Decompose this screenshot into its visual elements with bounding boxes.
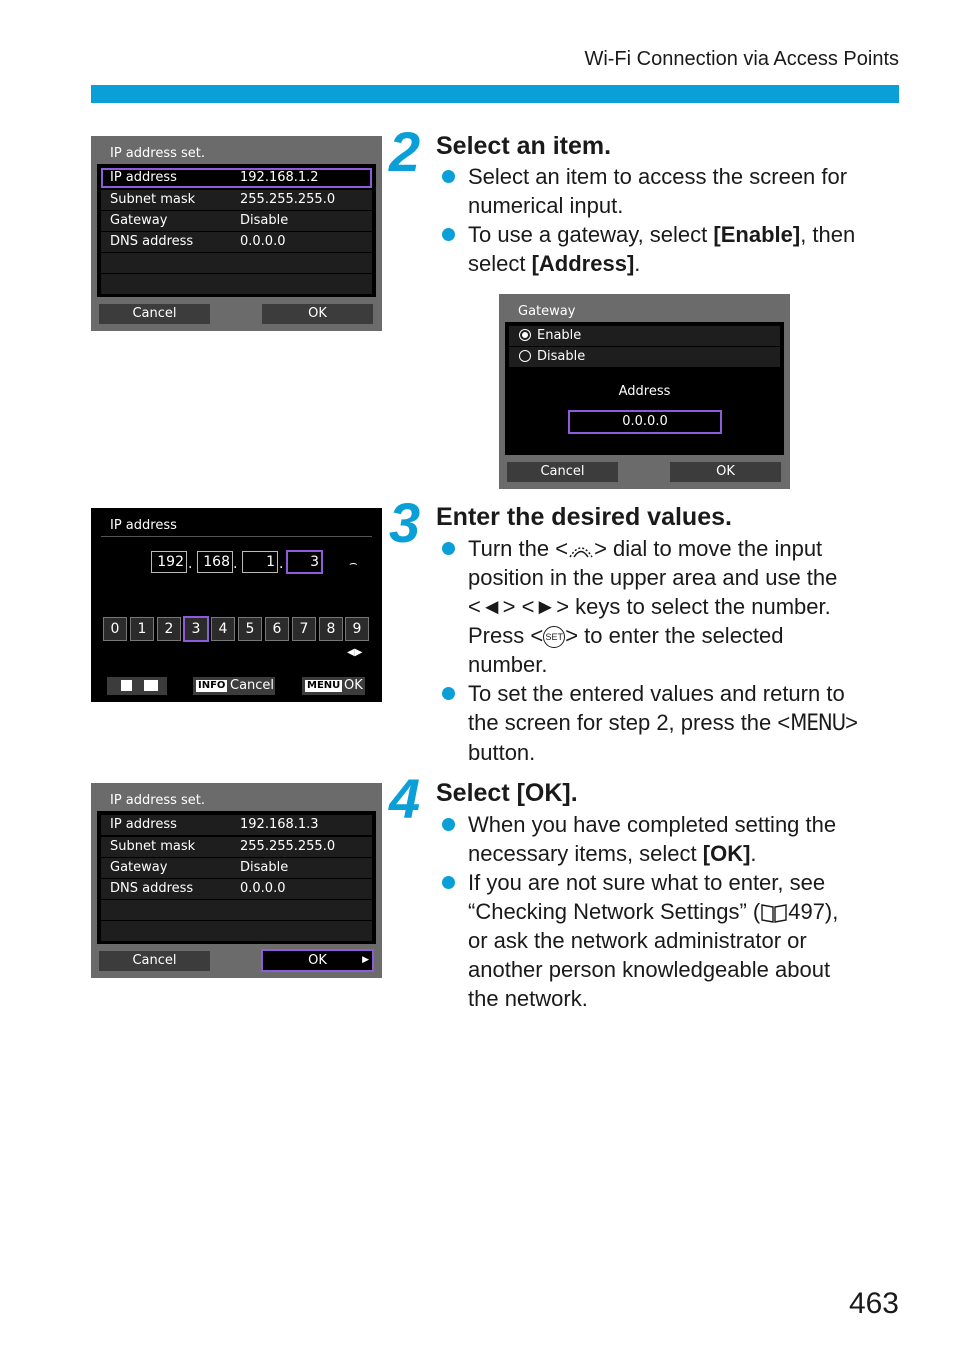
text-run: Turn the <	[468, 536, 569, 561]
bold-term: [Address]	[531, 251, 635, 276]
digit-key[interactable]: 1	[130, 617, 154, 641]
row-ip-address[interactable]	[101, 168, 372, 188]
set-button-icon: SET	[543, 626, 565, 648]
option-label: Enable	[537, 328, 582, 343]
bold-term: [OK]	[702, 841, 751, 866]
bullet-line: <◄> <►> keys to select the number.	[468, 594, 831, 619]
gateway-panel	[505, 322, 784, 455]
bullet-line: numerical input.	[468, 193, 624, 218]
row-label: Gateway	[110, 860, 168, 875]
text-run: 497),	[788, 899, 839, 924]
option-enable[interactable]	[509, 326, 780, 346]
address-field[interactable]: 0.0.0.0	[568, 410, 722, 434]
dial-icon: ⌢	[349, 556, 358, 571]
row-value: 255.255.255.0	[240, 839, 336, 854]
row-empty	[101, 253, 372, 273]
octet-3[interactable]: 1	[242, 551, 278, 573]
option-disable[interactable]	[509, 347, 780, 367]
book-icon	[760, 902, 788, 924]
row-gateway[interactable]	[101, 211, 372, 231]
row-gateway[interactable]	[101, 858, 372, 878]
octet-4[interactable]: 3	[286, 550, 323, 574]
radio-selected-icon	[519, 329, 531, 341]
text-run: Press <	[468, 623, 544, 648]
ip-settings-screen-final	[91, 783, 382, 978]
row-empty	[101, 921, 372, 941]
bullet-line: or ask the network administrator or	[468, 928, 807, 953]
octet-2[interactable]: 168	[197, 551, 233, 573]
digit-key[interactable]: 0	[103, 617, 127, 641]
menu-ok-button[interactable]	[302, 677, 365, 695]
octet-separator: .	[188, 556, 193, 572]
row-value: Disable	[240, 860, 289, 875]
screen-title: IP address set.	[110, 793, 206, 808]
step-number: 3	[389, 491, 421, 554]
ok-button[interactable]: OK	[670, 462, 781, 482]
step-title: Select an item.	[436, 132, 612, 160]
menu-button-glyph: MENU	[790, 711, 846, 736]
octet-1[interactable]: 192	[151, 551, 187, 573]
page-number: 463	[848, 1287, 899, 1320]
menu-badge: MENU	[307, 680, 341, 691]
row-ip-address[interactable]	[101, 815, 372, 835]
row-label: Subnet mask	[110, 192, 196, 207]
title-divider	[101, 536, 372, 537]
screen-title: IP address	[110, 518, 177, 533]
radio-empty-icon	[519, 350, 531, 362]
bullet-line: number.	[468, 652, 548, 677]
ok-label: OK	[344, 678, 363, 693]
step-number: 2	[389, 120, 421, 183]
settings-list	[97, 164, 376, 297]
text-run: select	[468, 251, 532, 276]
bullet-item	[436, 534, 837, 679]
backspace-icon	[144, 680, 158, 691]
row-label: Subnet mask	[110, 839, 196, 854]
text-run: >	[845, 710, 858, 735]
text-run: .	[634, 251, 641, 276]
row-label: DNS address	[110, 234, 194, 249]
bullet-item	[436, 679, 858, 767]
trash-icon	[121, 680, 132, 691]
digit-key[interactable]: 2	[157, 617, 181, 641]
digit-key[interactable]: 5	[238, 617, 262, 641]
bullet-line: the network.	[468, 986, 588, 1011]
bullet-line: position in the upper area and use the	[468, 565, 838, 590]
octet-separator: .	[233, 556, 238, 572]
cancel-button[interactable]: Cancel	[507, 462, 618, 482]
bullet-line: If you are not sure what to enter, see	[468, 870, 826, 895]
step-number: 4	[389, 767, 421, 830]
option-label: Disable	[537, 349, 586, 364]
ip-settings-screen	[91, 136, 382, 331]
row-label: IP address	[110, 817, 177, 832]
step-title: Select [OK].	[436, 779, 578, 807]
info-cancel-button[interactable]	[193, 677, 275, 695]
row-label: IP address	[110, 170, 177, 185]
cancel-button[interactable]: Cancel	[99, 951, 210, 971]
text-run: .	[750, 841, 757, 866]
ok-label: OK	[308, 953, 327, 968]
bullet-line: Select an item to access the screen for	[468, 164, 848, 189]
row-value: 0.0.0.0	[240, 234, 286, 249]
bullet-line: When you have completed setting the	[468, 812, 837, 837]
digit-key[interactable]: 7	[292, 617, 316, 641]
digit-key[interactable]: 4	[211, 617, 235, 641]
digit-key[interactable]: 6	[265, 617, 289, 641]
text-run: > to enter the selected	[565, 623, 784, 648]
row-empty	[101, 900, 372, 920]
screen-title: Gateway	[518, 304, 576, 319]
bold-term: [Enable]	[713, 222, 801, 247]
row-value: 255.255.255.0	[240, 192, 336, 207]
bullet-item	[436, 220, 855, 278]
text-run: > dial to move the input	[594, 536, 823, 561]
cancel-button[interactable]: Cancel	[99, 304, 210, 324]
row-subnet-mask[interactable]	[101, 837, 372, 857]
bullet-item	[436, 810, 836, 868]
bullet-line: button.	[468, 740, 536, 765]
ok-button-selected[interactable]	[261, 949, 374, 972]
row-subnet-mask[interactable]	[101, 190, 372, 210]
address-label: Address	[618, 384, 671, 399]
cancel-label: Cancel	[230, 678, 275, 693]
settings-list	[97, 811, 376, 944]
bullet-line: another person knowledgeable about	[468, 957, 831, 982]
ok-button[interactable]: OK	[262, 304, 373, 324]
caret-right-icon: ▶	[362, 955, 369, 965]
bullet-line: To set the entered values and return to	[468, 681, 845, 706]
text-run: To use a gateway, select	[468, 222, 714, 247]
header-bar	[91, 85, 899, 103]
gateway-screen	[499, 294, 790, 489]
text-run: “Checking Network Settings” (	[468, 899, 761, 924]
bullet-item	[436, 162, 847, 220]
row-label: Gateway	[110, 213, 168, 228]
text-run: necessary items, select	[468, 841, 703, 866]
row-value: 0.0.0.0	[240, 881, 286, 896]
text-run: the screen for step 2, press the <	[468, 710, 791, 735]
running-header: Wi-Fi Connection via Access Points	[584, 48, 899, 70]
row-empty	[101, 274, 372, 294]
row-value: 192.168.1.3	[240, 817, 319, 832]
row-dns-address[interactable]	[101, 879, 372, 899]
left-right-arrows-icon: ◀▶	[347, 647, 363, 658]
screen-title: IP address set.	[110, 146, 206, 161]
delete-button[interactable]	[107, 677, 167, 695]
digit-key[interactable]: 8	[319, 617, 343, 641]
bullet-item	[436, 868, 838, 1013]
octet-separator: .	[279, 556, 284, 572]
info-badge: INFO	[198, 680, 226, 691]
row-dns-address[interactable]	[101, 232, 372, 252]
row-value: 192.168.1.2	[240, 170, 319, 185]
step-title: Enter the desired values.	[436, 503, 732, 531]
row-value: Disable	[240, 213, 289, 228]
digit-key-selected[interactable]: 3	[183, 616, 209, 642]
digit-key[interactable]: 9	[345, 617, 369, 641]
row-label: DNS address	[110, 881, 194, 896]
ip-input-screen	[91, 508, 382, 702]
text-run: , then	[800, 222, 856, 247]
main-dial-icon	[568, 539, 594, 561]
